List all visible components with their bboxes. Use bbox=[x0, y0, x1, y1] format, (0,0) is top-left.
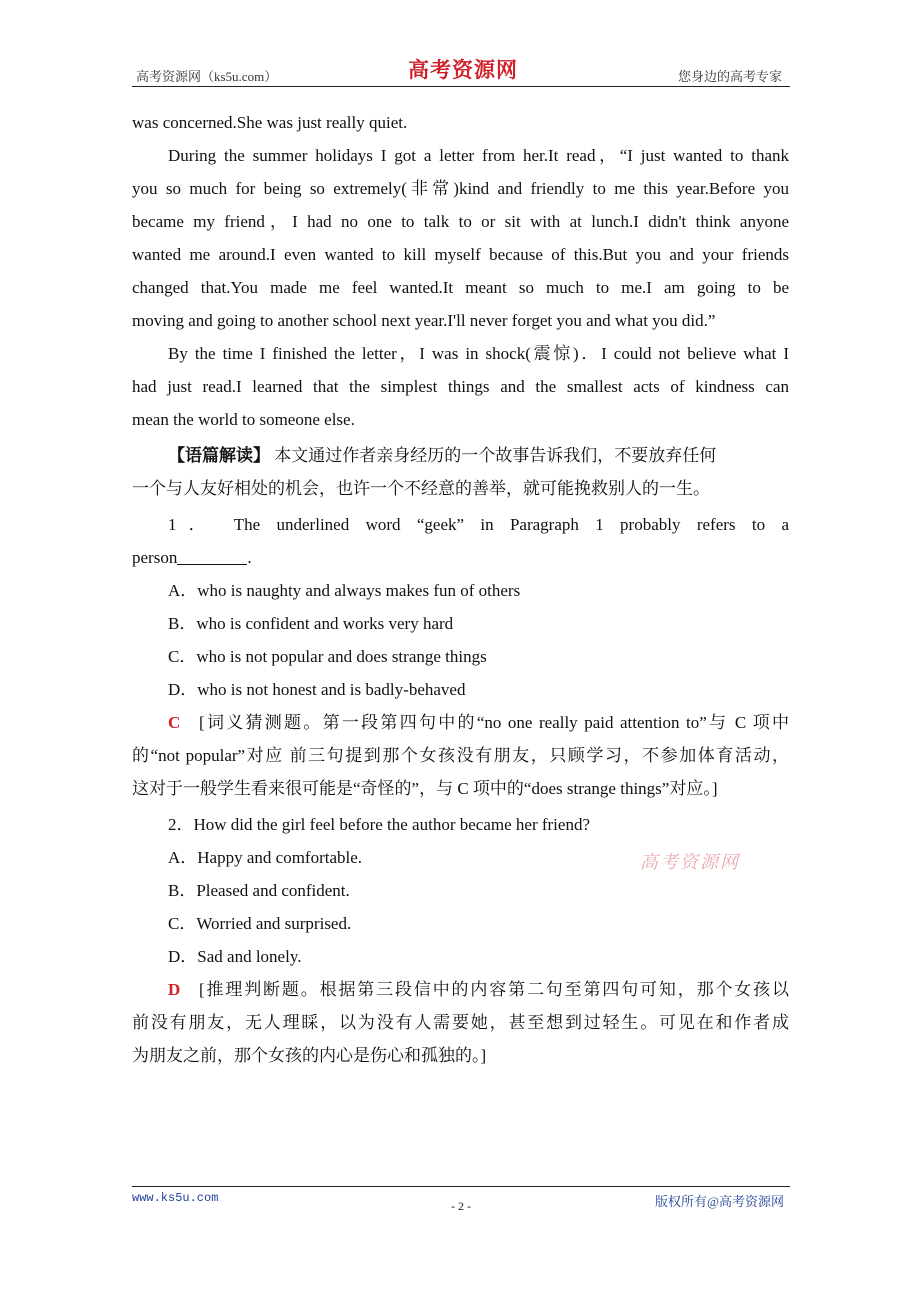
explanation-line: C [词义猜测题。第一段第四句中的“no one really paid attention to”与 C 项中 bbox=[132, 706, 789, 739]
explanation-line: 为朋友之前，那个女孩的内心是伤心和孤独的。] bbox=[132, 1046, 487, 1065]
explanation-line: 这对于一般学生看来很可能是“奇怪的”，与 C 项中的“does strange things”对应。] bbox=[132, 779, 718, 798]
answer-label: D bbox=[168, 980, 181, 999]
passage-line: By the time I finished the letter，I was in shock(震惊)．I could not believe what I bbox=[168, 344, 789, 363]
option-b: B．Pleased and confident. bbox=[168, 881, 350, 900]
passage-line: became my friend，I had no one to talk to or sit with at lunch.I didn't think anyone bbox=[132, 212, 789, 231]
analysis-text: 本文通过作者亲身经历的一个故事告诉我们，不要放弃任何 bbox=[274, 446, 717, 465]
page-number: - 2 - bbox=[451, 1199, 471, 1213]
analysis-line bbox=[132, 439, 789, 472]
passage-line: During the summer holidays I got a letter from her.It read，“I just wanted to thank bbox=[168, 146, 789, 165]
passage-line: had just read.I learned that the simplest things and the smallest acts of kindness can bbox=[132, 377, 789, 396]
analysis-tag: 【语篇解读】 bbox=[168, 446, 270, 465]
header-logo: 高考资源网 bbox=[408, 58, 518, 82]
passage-line: wanted me around.I even wanted to kill myself because of this.But you and your friends bbox=[132, 245, 789, 264]
question-1-stem: 1． The underlined word “geek” in Paragraph 1 probably refers to a bbox=[168, 515, 789, 534]
analysis-line: 一个与人友好相处的机会，也许一个不经意的善举，就可能挽救别人的一生。 bbox=[132, 479, 710, 498]
explanation-line: 前没有朋友，无人理睬，以为没有人需要她，甚至想到过轻生。可见在和作者成 bbox=[132, 1013, 789, 1032]
option-a: A．who is naughty and always makes fun of others bbox=[168, 581, 521, 600]
passage-line: was concerned.She was just really quiet. bbox=[132, 113, 408, 132]
passage-line: changed that.You made me feel wanted.It meant so much to me.I am going to be bbox=[132, 278, 789, 297]
option-d: D．who is not honest and is badly‐behaved bbox=[168, 680, 466, 699]
option-d: D．Sad and lonely. bbox=[168, 947, 302, 966]
footer-copyright: 版权所有@高考资源网 bbox=[655, 1194, 784, 1209]
header-site-name: 高考资源网（ks5u.com） bbox=[136, 69, 278, 84]
passage-line: mean the world to someone else. bbox=[132, 410, 355, 429]
header-slogan: 您身边的高考专家 bbox=[677, 69, 782, 84]
answer-label: C bbox=[168, 713, 181, 732]
option-b: B．who is confident and works very hard bbox=[168, 614, 454, 633]
option-c: C．Worried and surprised. bbox=[168, 914, 352, 933]
page-header bbox=[132, 52, 790, 87]
passage-line: moving and going to another school next year.I'll never forget you and what you did.” bbox=[132, 311, 716, 330]
option-a: A．Happy and comfortable. bbox=[168, 848, 363, 867]
explanation-line: D [推理判断题。根据第三段信中的内容第二句至第四句可知，那个女孩以 bbox=[132, 973, 789, 1006]
passage-line: you so much for being so extremely(非常)kind and friendly to me this year.Before you bbox=[132, 179, 789, 198]
explanation-line: 的“not popular”对应 前三句提到那个女孩没有朋友，只顾学习，不参加体育活动， bbox=[132, 746, 789, 765]
question-2-stem: 2．How did the girl feel before the author became her friend? bbox=[168, 815, 590, 834]
option-c: C．who is not popular and does strange things bbox=[168, 647, 487, 666]
answer-blank bbox=[177, 544, 247, 565]
page-footer bbox=[132, 1186, 790, 1213]
footer-link[interactable]: www.ks5u.com bbox=[132, 1191, 219, 1205]
watermark: 高考资源网 bbox=[640, 852, 740, 872]
document-body bbox=[132, 106, 789, 1072]
question-1-stem-end: person . bbox=[132, 541, 789, 574]
